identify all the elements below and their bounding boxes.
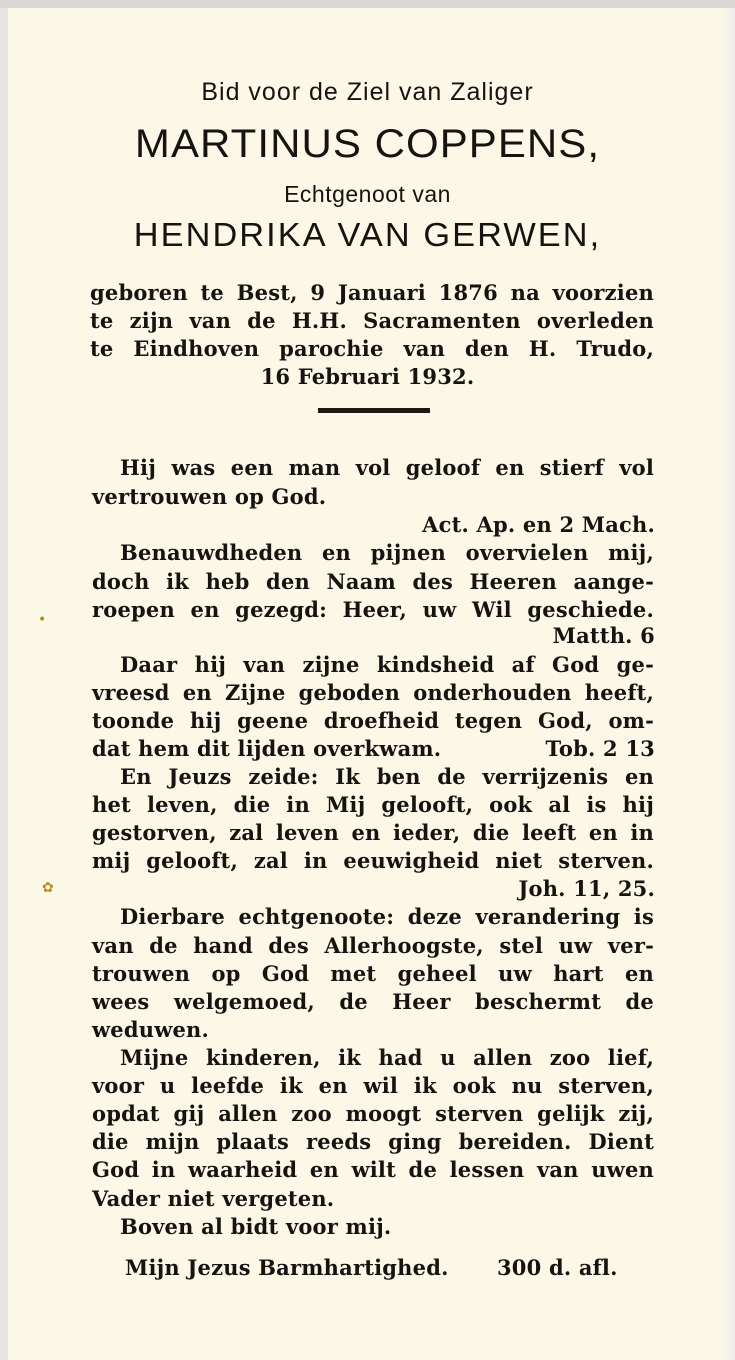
text-line: het leven, die in Mij gelooft, ook al is hij (92, 792, 654, 817)
deceased-name: MARTINUS COPPENS, (134, 122, 601, 166)
text-line: Mijne kinderen, ik had u allen zoo lief, (120, 1045, 654, 1070)
top-bar (0, 0, 735, 8)
spouse-label: Echtgenoot van (284, 181, 451, 207)
text-line: Daar hij van zijne kindsheid af God ge- (120, 652, 654, 677)
citation: Tob. 2 13 (545, 736, 655, 761)
text-line: voor u leefde ik en wil ik ook nu sterven, (92, 1073, 654, 1098)
text-line: opdat gij allen zoo moogt sterven gelijk zij, (92, 1101, 654, 1126)
citation: Joh. 11, 25. (518, 876, 655, 901)
text-line: vertrouwen op God. (92, 484, 327, 509)
spouse-name: HENDRIKA VAN GERWEN, (133, 216, 602, 253)
text-line: gestorven, zal leven en ieder, die leeft en in (92, 820, 654, 845)
bio-line: te Eindhoven parochie van den H. Trudo, (90, 336, 654, 361)
paper-speck: ✿ (42, 880, 54, 896)
text-line: Benauwdheden en pijnen overvielen mij, (120, 540, 654, 565)
bio-line: te zijn van de H.H. Sacramenten overleden (90, 308, 654, 333)
text-line: Dierbare echtgenoote: deze verandering is (120, 904, 654, 929)
text-line: van de hand des Allerhoogste, stel uw ver- (92, 933, 654, 958)
text-line: vreesd en Zijne geboden onderhouden heeft, (92, 680, 654, 705)
text-line: weduwen. (92, 1017, 210, 1042)
text-line: Vader niet vergeten. (92, 1186, 335, 1211)
text-line: dat hem dit lijden overkwam. (92, 736, 442, 761)
text-line: En Jeuzs zeide: Ik ben de verrijzenis en (120, 764, 654, 789)
text-line: toonde hij geene droefheid tegen God, om- (92, 708, 654, 733)
text-line: die mijn plaats reeds ging bereiden. Dient (92, 1129, 654, 1154)
indulgence-days: 300 d. afl. (497, 1255, 618, 1280)
text-line: Hij was een man vol geloof en stierf vol (120, 455, 654, 480)
bio-line: geboren te Best, 9 Januari 1876 na voorzien (90, 280, 654, 305)
text-line: trouwen op God met geheel uw hart en (92, 961, 654, 986)
divider-rule (318, 408, 430, 413)
citation: Matth. 6 (552, 623, 655, 648)
text-line: God in waarheid en wilt de lessen van uwen (92, 1157, 654, 1182)
card-edge-shadow (721, 8, 735, 1360)
text-line: roepen en gezegd: Heer, uw Wil geschiede. (92, 597, 654, 622)
paper-speck: • (38, 612, 47, 628)
text-line: mij gelooft, zal in eeuwigheid niet sterven. (92, 848, 654, 873)
citation: Act. Ap. en 2 Mach. (422, 512, 655, 537)
text-line: doch ik heb den Naam des Heeren aange- (92, 569, 654, 594)
text-line: wees welgemoed, de Heer beschermt de (92, 989, 654, 1014)
prayer-heading: Bid voor de Ziel van Zaliger (201, 78, 534, 106)
text-line: Boven al bidt voor mij. (120, 1214, 392, 1239)
indulgence-prayer: Mijn Jezus Barmhartighed. (125, 1255, 449, 1280)
death-date: 16 Februari 1932. (260, 364, 475, 389)
